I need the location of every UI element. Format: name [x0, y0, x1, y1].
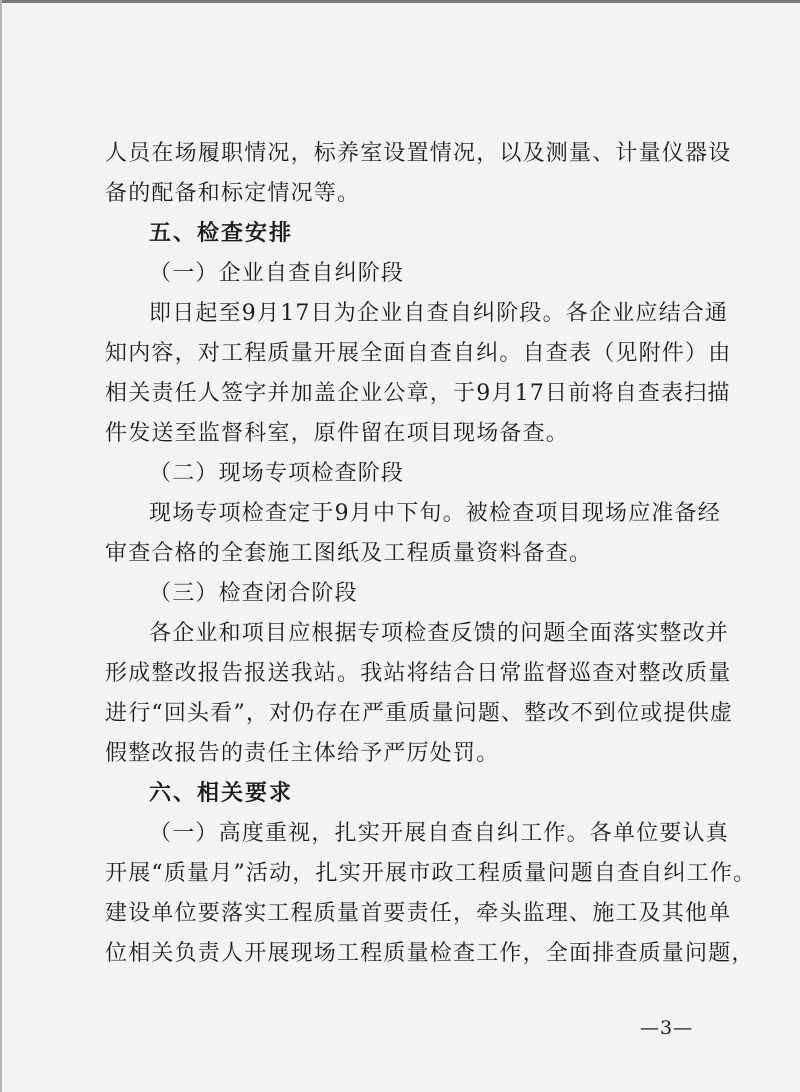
subsection-heading: （一）企业自查自纠阶段 [149, 261, 405, 286]
paragraph-line: 建设单位要落实工程质量首要责任，牵头监理、施工及其他单 [105, 901, 732, 926]
paragraph-line: 现场专项检查定于9月中下旬。被检查项目现场应准备经 [149, 501, 721, 526]
scan-edge-left [0, 0, 2, 1092]
paragraph-line: 开展“质量月”活动，扎实开展市政工程质量问题自查自纠工作。 [105, 861, 757, 886]
subsection-heading: （三）检查闭合阶段 [149, 581, 358, 606]
scan-edge-top [0, 0, 800, 3]
subsection-heading: （二）现场专项检查阶段 [149, 461, 405, 486]
paragraph-line: 件发送至监督科室，原件留在项目现场备查。 [105, 421, 570, 446]
paragraph-line: （一）高度重视，扎实开展自查自纠工作。各单位要认真 [149, 821, 730, 846]
paragraph-line: 形成整改报告报送我站。我站将结合日常监督巡查对整改质量 [105, 661, 732, 686]
page-number: —3— [640, 1017, 694, 1039]
section-heading-6: 六、相关要求 [149, 781, 294, 806]
paragraph-line: 位相关负责人开展现场工程质量检查工作，全面排查质量问题， [105, 941, 755, 966]
paragraph-line: 即日起至9月17日为企业自查自纠阶段。各企业应结合通 [149, 301, 729, 326]
paragraph-line: 各企业和项目应根据专项检查反馈的问题全面落实整改并 [149, 621, 730, 646]
paragraph-line: 相关责任人签字并加盖企业公章，于9月17日前将自查表扫描 [105, 381, 731, 406]
paragraph-line: 审查合格的全套施工图纸及工程质量资料备查。 [105, 541, 593, 566]
paragraph-line: 备的配备和标定情况等。 [105, 181, 361, 206]
paragraph-line: 知内容，对工程质量开展全面自查自纠。自查表（见附件）由 [105, 341, 732, 366]
paragraph-line: 假整改报告的责任主体给予严厉处罚。 [105, 741, 500, 766]
document-body [105, 134, 757, 974]
paragraph-line: 进行“回头看”，对仍存在严重质量问题、整改不到位或提供虚 [105, 701, 734, 726]
section-heading-5: 五、检查安排 [149, 221, 294, 246]
paragraph-line: 人员在场履职情况，标养室设置情况，以及测量、计量仪器设 [105, 141, 732, 166]
